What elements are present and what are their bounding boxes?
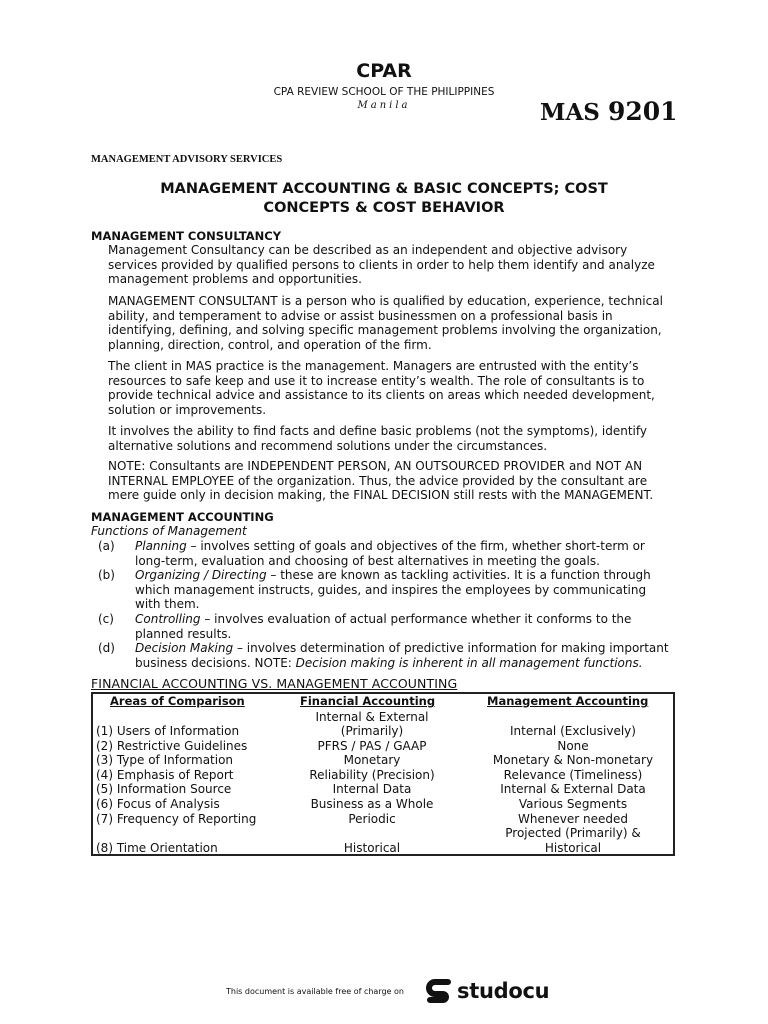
note-paragraph [108,459,677,503]
text-line: identifying, defining, and solving specific management problems involving the organization, [108,323,662,338]
paragraph [108,243,677,287]
table-cell: Internal & External Data [500,782,646,796]
function-item-planning [135,539,677,568]
text-line: planning, direction, control, and operation of the firm. [108,337,432,352]
org-name: CPAR [356,60,412,82]
city-name: Manila [357,100,411,111]
table-header: Management Accounting [487,694,649,708]
text-span: business decisions. NOTE: [135,655,296,670]
term: Planning [135,539,187,553]
text-line: with them. [135,597,200,612]
text-span: Decision making is inherent in all management functions. [295,655,643,670]
course-code-prefix: MAS [540,99,600,126]
text-line: mere guide only in decision making, the FINAL DECISION still rests with the MANAGEMENT. [108,488,654,503]
course-code-number: 9201 [607,97,678,126]
table-cell: (8) Time Orientation [96,841,218,855]
footer-text: This document is available free of charge on [226,987,404,996]
school-name: CPA REVIEW SCHOOL OF THE PHILIPPINES [273,86,495,98]
table-cell: Historical [343,841,401,855]
paragraph [108,424,677,453]
term: Controlling [135,612,201,626]
table-cell: Reliability (Precision) [309,768,435,782]
text-line: NOTE: Consultants are INDEPENDENT PERSON, AN OUTSOURCED PROVIDER and NOT AN [108,459,643,473]
function-item-organizing [135,568,677,612]
table-cell: (3) Type of Information [96,753,234,767]
table-cell: Internal & External [315,710,429,724]
text-line: provide technical advice and assistance to its clients on areas which needed development, [108,388,655,403]
comparison-title: FINANCIAL ACCOUNTING VS. MANAGEMENT ACCOUNTING [91,676,458,691]
page-title [91,180,677,218]
text-line: planned results. [135,626,232,641]
studocu-logo-icon[interactable] [424,978,454,1010]
paragraph [108,294,677,352]
table-cell: (6) Focus of Analysis [96,797,220,811]
table-cell: Monetary & Non-monetary [492,753,654,767]
text-line: management problems and opportunities. [108,272,362,287]
table-cell: (2) Restrictive Guidelines [96,739,248,753]
function-item-decision-making [135,641,677,670]
text-line: services provided by qualified persons to clients in order to help them identify and analyze [108,257,655,272]
text-line: long-term, evaluation and choosing of best alternatives in meeting the goals. [135,553,600,568]
text-line: solution or improvements. [108,402,267,417]
table-cell: Various Segments [518,797,628,811]
text-span: – involves evaluation of actual performance whether it conforms to the [200,612,632,626]
text-line: ability, and temperament to advise or assist businessmen on a professional basis in [108,308,613,323]
table-cell: (1) Users of Information [96,724,240,738]
course-code [540,97,678,126]
table-cell: Historical [544,841,602,855]
text-span: – involves setting of goals and objectives of the firm, whether short-term or [186,539,645,553]
term: Decision Making [135,641,234,655]
text-line: The client in MAS practice is the management. Managers are entrusted with the entity’s [108,359,639,373]
item-letter: (b) [98,568,115,582]
studocu-brand-link[interactable]: studocu [457,979,550,1003]
text-line: INTERNAL EMPLOYEE of the organization. Thus, the advice provided by the consultant are [108,473,648,488]
text-span: – these are known as tackling activities. It is a function through [266,568,651,582]
table-cell: Whenever needed [517,812,629,826]
table-cell: Monetary [343,753,401,767]
table-cell: (5) Information Source [96,782,232,796]
item-letter: (d) [98,641,115,655]
text-line: alternative solutions and recommend solutions under the circumstances. [108,438,548,453]
table-cell: None [557,739,589,753]
item-letter: (c) [98,612,114,626]
table-cell: Periodic [348,812,396,826]
table-cell: Internal (Exclusively) [510,724,636,738]
table-cell: (7) Frequency of Reporting [96,812,257,826]
title-line: CONCEPTS & COST BEHAVIOR [263,200,505,216]
text-line: It involves the ability to find facts and define basic problems (not the symptoms), identify [108,424,647,438]
term: Organizing / Directing [135,568,267,582]
table-header: Areas of Comparison [110,694,245,708]
table-cell: Relevance (Timeliness) [503,768,643,782]
item-letter: (a) [98,539,115,553]
table-cell: (Primarily) [340,724,404,738]
paragraph [108,359,677,417]
text-span: – involves determination of predictive information for making important [233,641,669,655]
section-heading-consultancy: MANAGEMENT CONSULTANCY [91,229,282,243]
table-cell: Internal Data [332,782,412,796]
function-item-controlling [135,612,677,641]
text-line: MANAGEMENT CONSULTANT is a person who is qualified by education, experience, technical [108,294,663,308]
text-line: Management Consultancy can be described as an independent and objective advisory [108,243,628,257]
table-cell: Projected (Primarily) & [505,826,641,840]
section-heading-accounting: MANAGEMENT ACCOUNTING [91,510,274,524]
table-cell: PFRS / PAS / GAAP [317,739,427,753]
text-line: resources to safe keep and use it to increase entity’s wealth. The role of consultants is to [108,373,645,388]
subheading-functions: Functions of Management [91,524,247,538]
subject-label: MANAGEMENT ADVISORY SERVICES [91,154,283,165]
title-line: MANAGEMENT ACCOUNTING & BASIC CONCEPTS; COST [160,181,608,197]
table-header: Financial Accounting [300,694,436,708]
table-cell: (4) Emphasis of Report [96,768,234,782]
text-line: which management instructs, guides, and inspires the employees by communicating [135,582,647,597]
table-cell: Business as a Whole [310,797,434,811]
